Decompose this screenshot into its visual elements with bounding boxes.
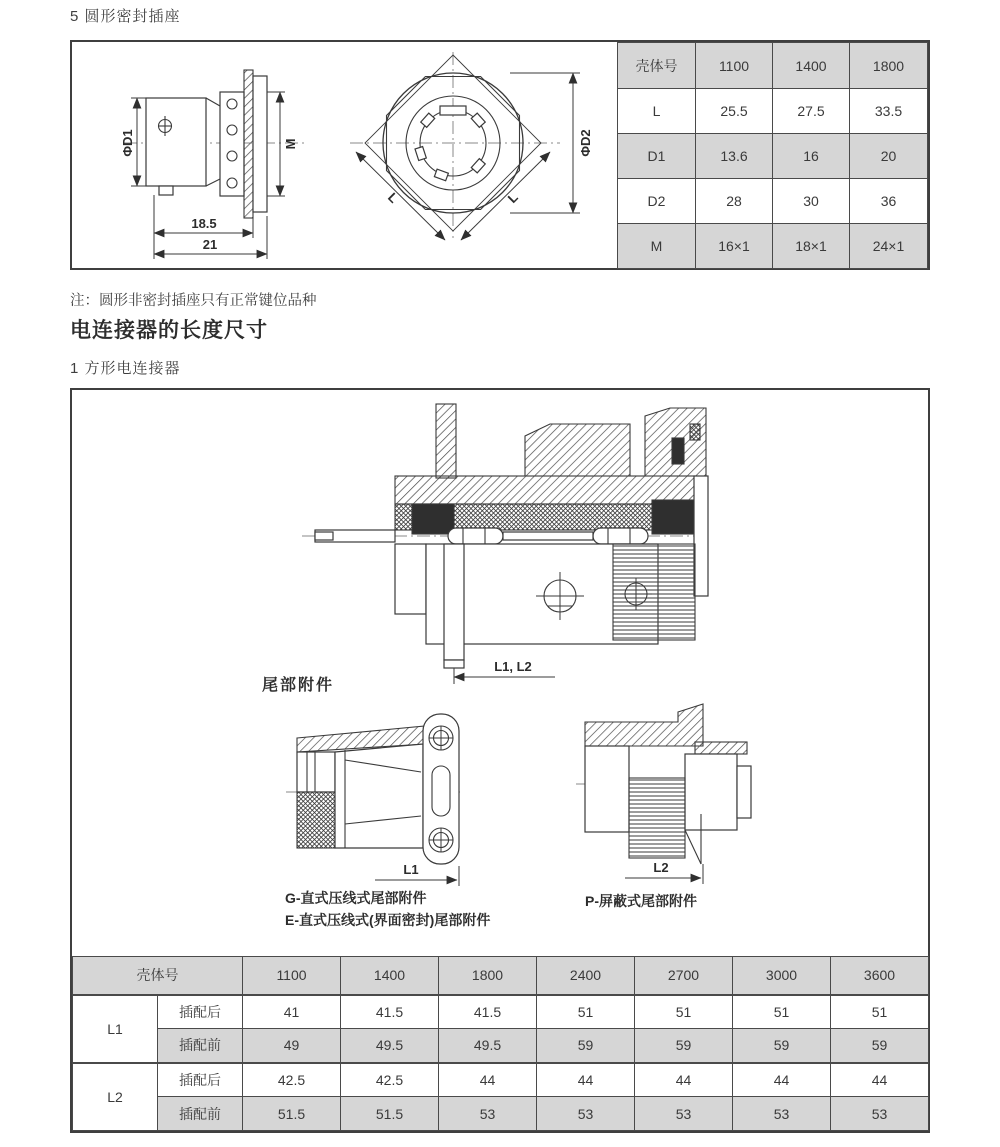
value-cell: 51 — [733, 995, 831, 1029]
tail-accessories-title: 尾部附件 — [262, 677, 335, 694]
value-cell: 28 — [696, 179, 773, 224]
p-caption: P-屏蔽式尾部附件 — [585, 893, 697, 909]
value-cell: 59 — [635, 1029, 733, 1063]
rect-connector-panel — [70, 388, 930, 1133]
value-cell: 44 — [635, 1063, 733, 1097]
value-cell: 25.5 — [696, 89, 773, 134]
value-cell: 51 — [635, 995, 733, 1029]
value-cell: 44 — [537, 1063, 635, 1097]
col-header-cell: 2400 — [537, 957, 635, 995]
value-cell: 49 — [243, 1029, 341, 1063]
value-cell: 41 — [243, 995, 341, 1029]
value-cell: 51 — [537, 995, 635, 1029]
length-section-heading: 电连接器的长度尺寸 — [70, 319, 268, 342]
col-header-cell: 1100 — [696, 43, 773, 89]
dim-label-m: M — [283, 138, 298, 150]
value-cell: 42.5 — [341, 1063, 439, 1097]
row-label-cell: 插配后 — [158, 995, 243, 1029]
col-header-cell: 壳体号 — [73, 957, 243, 995]
row-label-cell: 插配前 — [158, 1029, 243, 1063]
length-table — [72, 956, 929, 1131]
row-label-cell: M — [618, 224, 696, 269]
value-cell: 59 — [537, 1029, 635, 1063]
value-cell: 16 — [773, 134, 850, 179]
dim-label-d2: ΦD2 — [578, 129, 593, 157]
value-cell: 51.5 — [341, 1097, 439, 1131]
value-cell: 16×1 — [696, 224, 773, 269]
value-cell: 44 — [439, 1063, 537, 1097]
value-cell: 33.5 — [850, 89, 928, 134]
row-label-cell: D1 — [618, 134, 696, 179]
dim-label-d1: ΦD1 — [120, 129, 135, 157]
value-cell: 44 — [831, 1063, 929, 1097]
row-label-cell: L — [618, 89, 696, 134]
dim-label-l2: L2 — [653, 860, 669, 875]
col-header-cell: 3600 — [831, 957, 929, 995]
circular-socket-table — [617, 42, 928, 269]
note-text: 注：圆形非密封插座只有正常键位品种 — [70, 293, 317, 309]
value-cell: 27.5 — [773, 89, 850, 134]
col-header-cell: 3000 — [733, 957, 831, 995]
value-cell: 51 — [831, 995, 929, 1029]
col-header-cell: 1100 — [243, 957, 341, 995]
col-header-cell: 2700 — [635, 957, 733, 995]
value-cell: 24×1 — [850, 224, 928, 269]
value-cell: 36 — [850, 179, 928, 224]
value-cell: 53 — [831, 1097, 929, 1131]
value-cell: 41.5 — [341, 995, 439, 1029]
row-label-cell: 插配后 — [158, 1063, 243, 1097]
value-cell: 44 — [733, 1063, 831, 1097]
dim-label-18-5: 18.5 — [191, 216, 217, 231]
cross-section-drawing — [300, 396, 710, 686]
value-cell: 41.5 — [439, 995, 537, 1029]
value-cell: 49.5 — [341, 1029, 439, 1063]
value-cell: 53 — [537, 1097, 635, 1131]
dim-label-l1: L1 — [403, 862, 419, 877]
row-label-cell: 插配前 — [158, 1097, 243, 1131]
circular-socket-panel — [70, 40, 930, 270]
g-type-accessory-drawing — [283, 700, 463, 890]
value-cell: 59 — [733, 1029, 831, 1063]
value-cell: 51.5 — [243, 1097, 341, 1131]
dim-label-l-right: L — [504, 189, 521, 206]
value-cell: 18×1 — [773, 224, 850, 269]
col-header-cell: 1800 — [439, 957, 537, 995]
value-cell: 13.6 — [696, 134, 773, 179]
value-cell: 53 — [733, 1097, 831, 1131]
dim-label-l-left: L — [385, 189, 402, 206]
row-label-cell: D2 — [618, 179, 696, 224]
value-cell: 49.5 — [439, 1029, 537, 1063]
value-cell: 53 — [439, 1097, 537, 1131]
subsection-heading: 1 方形电连接器 — [70, 360, 181, 377]
group-label-cell: L1 — [73, 995, 158, 1063]
col-header-cell: 1400 — [341, 957, 439, 995]
dim-label-l1-l2: L1, L2 — [494, 659, 532, 674]
section5-heading: 5 圆形密封插座 — [70, 8, 181, 25]
value-cell: 20 — [850, 134, 928, 179]
value-cell: 53 — [635, 1097, 733, 1131]
dim-label-21: 21 — [202, 237, 218, 252]
p-type-accessory-drawing — [573, 694, 753, 886]
side-view-drawing — [84, 46, 319, 266]
value-cell: 42.5 — [243, 1063, 341, 1097]
group-label-cell: L2 — [73, 1063, 158, 1131]
g-caption: G-直式压线式尾部附件 — [285, 890, 427, 906]
value-cell: 30 — [773, 179, 850, 224]
col-header-cell: 1400 — [773, 43, 850, 89]
col-header-cell: 壳体号 — [618, 43, 696, 89]
front-view-drawing — [320, 44, 620, 266]
col-header-cell: 1800 — [850, 43, 928, 89]
value-cell: 59 — [831, 1029, 929, 1063]
e-caption: E-直式压线式(界面密封)尾部附件 — [285, 912, 491, 928]
